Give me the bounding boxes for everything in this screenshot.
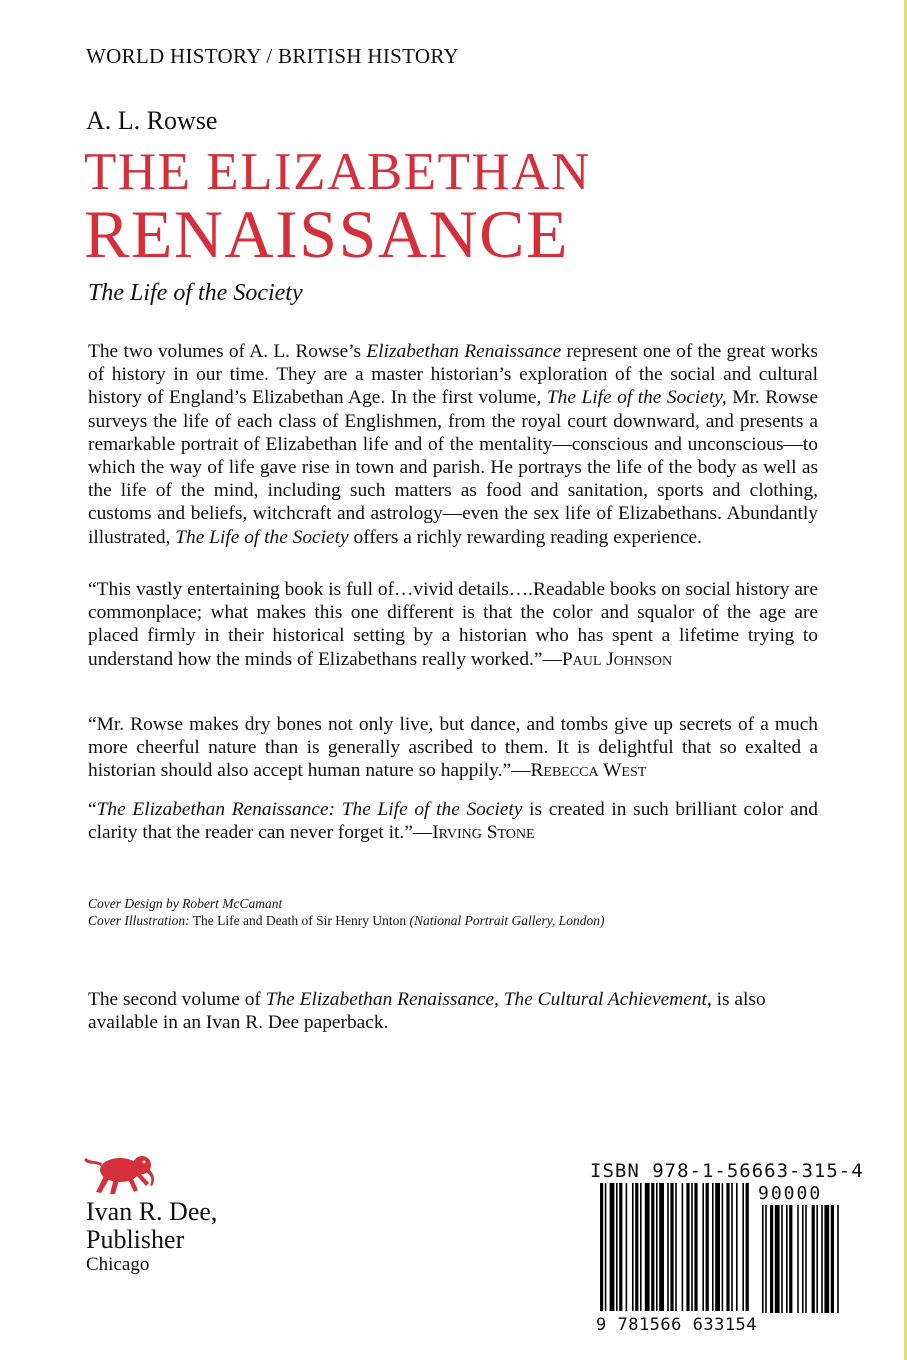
quote-open-mark: “ bbox=[88, 799, 97, 820]
barcode-bar bbox=[610, 1183, 615, 1311]
second-volume-text-1: The second volume of bbox=[88, 989, 266, 1010]
barcode-bar bbox=[712, 1183, 714, 1311]
barcode-bar bbox=[706, 1183, 709, 1311]
quote-text: “Mr. Rowse makes dry bones not only live, but dance, and tombs give up secrets of a much more cheerful nature than is generally ascribed to them. It is delightful that so exalted a historian should also accept human nature so happily.”— bbox=[88, 714, 818, 782]
illustration-source: (National Portrait Gallery, London) bbox=[409, 913, 605, 928]
barcode-bar bbox=[746, 1183, 749, 1311]
design-credit-text: Cover Design by Robert McCamant bbox=[88, 896, 283, 911]
cover-credits bbox=[88, 895, 604, 929]
cover-illustration-credit bbox=[88, 912, 604, 929]
barcode-bar bbox=[726, 1183, 729, 1311]
desc-text-4: offers a richly rewarding reading experience. bbox=[348, 526, 703, 548]
barcode-bar bbox=[619, 1183, 622, 1311]
barcode-bar bbox=[694, 1183, 697, 1311]
barcode-addon-bar bbox=[831, 1205, 834, 1313]
desc-text-3: Mr. Rowse surveys the life of each class of Englishmen, from the royal court downward, and presents a remarkable portrait of Elizabethan life and of the mentality—conscious and unconscious—to which the way of life gave rise in town and parish. He portrays the life of the body as well as the life of the mind, including such matters as food and sanitation, sports and clothing, customs and beliefs, witchcraft and astrology—even the sex life of Elizabethans. Abundantly illustrated, bbox=[88, 387, 818, 548]
elephant-icon bbox=[80, 1150, 160, 1201]
barcode-addon-bar bbox=[762, 1205, 764, 1313]
barcode-bar bbox=[715, 1183, 720, 1311]
desc-italic-3: The Life of the Society bbox=[175, 526, 349, 548]
barcode-bar bbox=[722, 1183, 724, 1311]
barcode-bar bbox=[731, 1183, 733, 1311]
barcode-addon-bar bbox=[802, 1205, 804, 1313]
barcode-addon-bar bbox=[837, 1205, 839, 1313]
desc-italic-1: Elizabethan Renaissance bbox=[366, 341, 562, 362]
barcode-bar bbox=[656, 1183, 658, 1311]
book-subtitle: The Life of the Society bbox=[88, 280, 303, 306]
barcode-bar bbox=[626, 1183, 628, 1311]
barcode-bar bbox=[600, 1183, 603, 1311]
second-volume-note bbox=[88, 988, 818, 1034]
barcode-addon-bar bbox=[797, 1205, 799, 1313]
publisher-label: Publisher bbox=[86, 1225, 185, 1254]
second-volume-text-2: , is also available in an Ivan R. Dee paperback. bbox=[88, 989, 766, 1034]
review-quote-3 bbox=[88, 798, 818, 844]
quote-source: Rebecca West bbox=[530, 760, 647, 782]
barcode-addon-bar bbox=[821, 1205, 823, 1313]
barcode-bar bbox=[670, 1183, 673, 1311]
barcode-bar bbox=[667, 1183, 669, 1311]
barcode-addon-bar bbox=[775, 1205, 780, 1313]
barcode-addon-bar bbox=[765, 1205, 767, 1313]
barcode-bar bbox=[682, 1183, 684, 1311]
illustration-label: Cover Illustration: bbox=[88, 913, 190, 928]
isbn-number: ISBN 978-1-56663-315-4 bbox=[590, 1160, 864, 1182]
barcode-bar bbox=[659, 1183, 664, 1311]
desc-text-2: represent one of the great works of history in our time. They are a master historian’s exploration of the social and cultural history of England’s Elizabethan Age. In the first volume, bbox=[88, 341, 818, 409]
price-code: 90000 bbox=[758, 1183, 823, 1204]
barcode-bar bbox=[616, 1183, 618, 1311]
barcode-bar bbox=[686, 1183, 689, 1311]
publisher-city: Chicago bbox=[86, 1254, 150, 1275]
author-name: A. L. Rowse bbox=[86, 106, 218, 135]
cover-design-credit bbox=[88, 895, 604, 912]
barcode-bar bbox=[605, 1183, 607, 1311]
second-volume-title: The Elizabethan Renaissance, The Cultural Achievement bbox=[265, 989, 707, 1010]
quote-text: “This vastly entertaining book is full of…vivid details….Readable books on social history are commonplace; what makes this one different is that the color and squalor of the age are placed firmly in their historical setting by a historian who has spent a lifetime trying to understand how the minds of Elizabethans really worked.”— bbox=[88, 579, 818, 670]
barcode-addon-bar bbox=[805, 1205, 807, 1313]
quote-source: Irving Stone bbox=[432, 822, 535, 844]
barcode-addon-bar bbox=[770, 1205, 773, 1313]
review-quote-2 bbox=[88, 713, 818, 783]
barcode-bar bbox=[675, 1183, 677, 1311]
book-description bbox=[88, 340, 818, 549]
barcode-bar bbox=[691, 1183, 693, 1311]
desc-text-1: The two volumes of A. L. Rowse’s bbox=[88, 341, 367, 362]
barcode-bar bbox=[702, 1183, 704, 1311]
barcode-bar bbox=[635, 1183, 638, 1311]
barcode-addon-bar bbox=[816, 1205, 818, 1313]
barcode-bar bbox=[640, 1183, 642, 1311]
barcode-bar bbox=[645, 1183, 650, 1311]
barcode-bar bbox=[651, 1183, 654, 1311]
quote-text: is created in such brilliant color and clarity that the reader can never forget it.”— bbox=[88, 799, 818, 844]
review-quote-1 bbox=[88, 578, 818, 671]
quote-book-title: The Elizabethan Renaissance: The Life of the Society bbox=[96, 799, 523, 820]
category-label: WORLD HISTORY / BRITISH HISTORY bbox=[86, 44, 459, 68]
publisher-name: Ivan R. Dee, bbox=[86, 1197, 218, 1226]
barcode-bar bbox=[742, 1183, 744, 1311]
barcode-addon-bar bbox=[781, 1205, 783, 1313]
quote-source: Paul Johnson bbox=[561, 648, 673, 670]
book-title-line2: RENAISSANCE bbox=[84, 196, 569, 272]
barcode-addon-bar bbox=[812, 1205, 815, 1313]
barcode-addon-bar bbox=[786, 1205, 788, 1313]
barcode-addon-bar bbox=[824, 1205, 829, 1313]
barcode-digits: 9 781566 633154 bbox=[596, 1315, 758, 1335]
barcode-bar bbox=[736, 1183, 738, 1311]
barcode-addon-bar bbox=[789, 1205, 792, 1313]
barcode-bar bbox=[632, 1183, 634, 1311]
desc-italic-2: The Life of the Society, bbox=[546, 387, 727, 409]
book-title-line1: THE ELIZABETHAN bbox=[84, 143, 591, 201]
illustration-title: The Life and Death of Sir Henry Unton bbox=[189, 913, 410, 928]
